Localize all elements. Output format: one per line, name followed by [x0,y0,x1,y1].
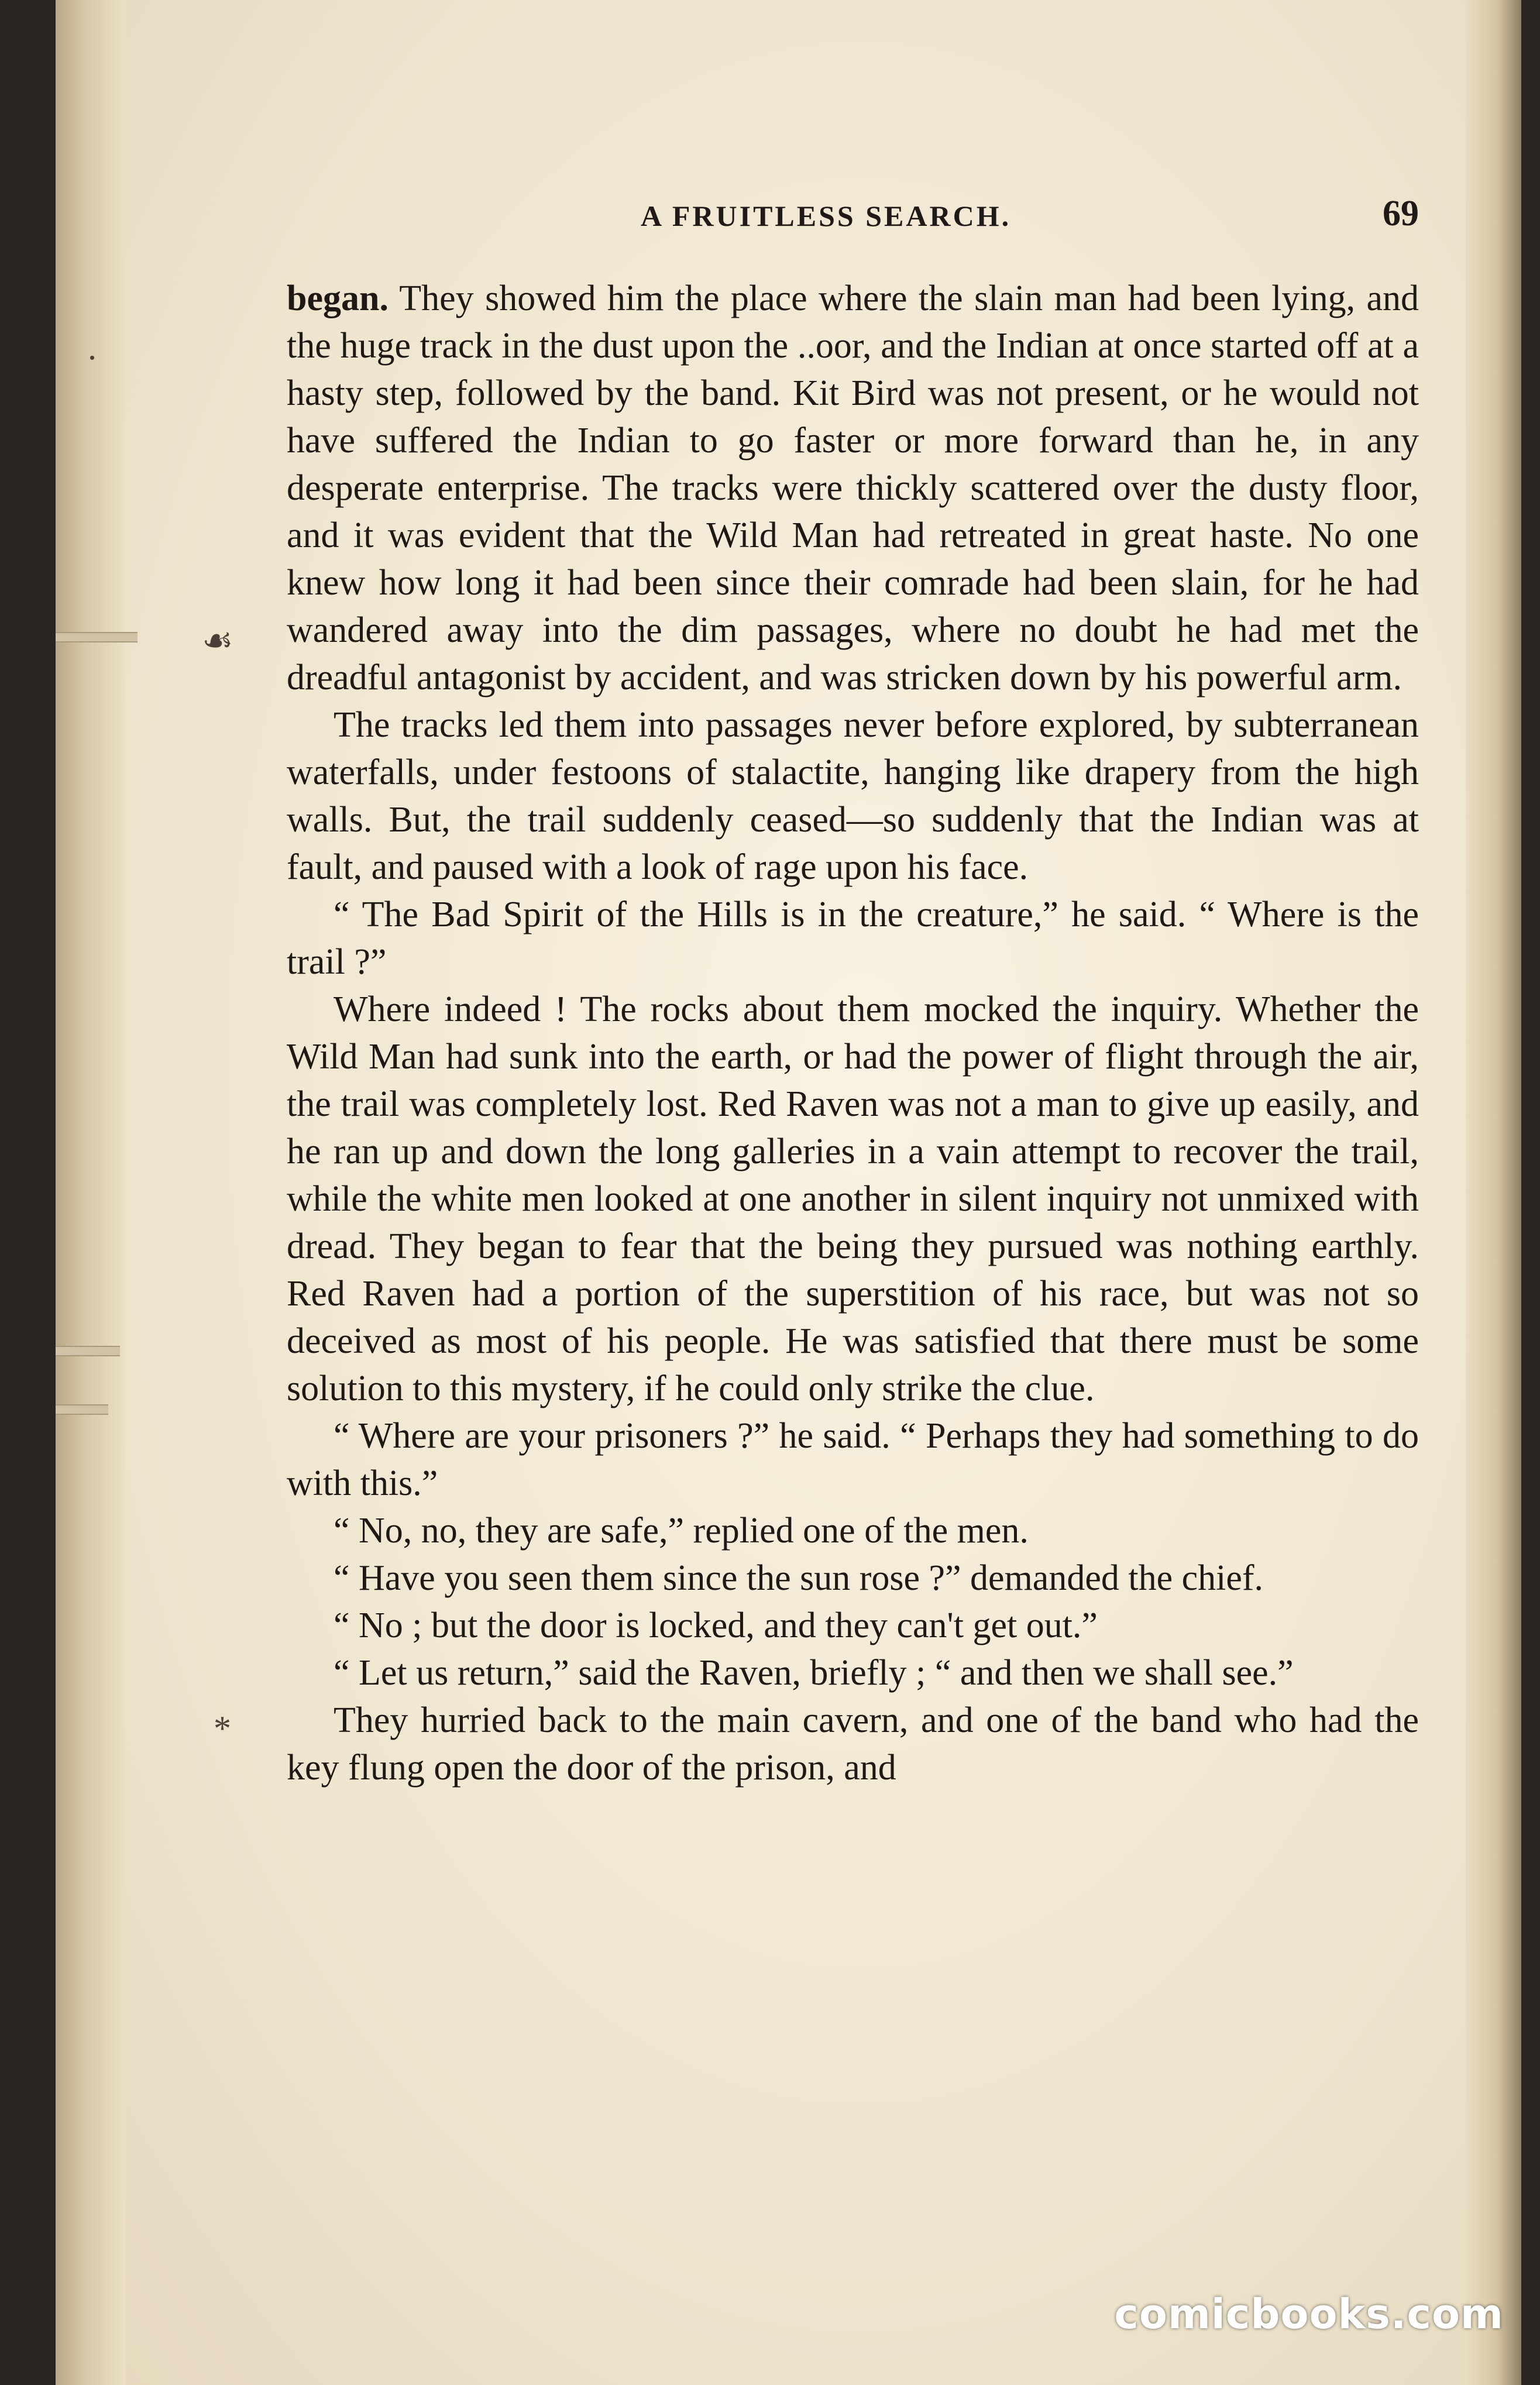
margin-mark: ☙ [202,621,233,660]
binding-thread [56,1404,108,1415]
paragraph-text: They showed him the place where the slain man had been lying, and the huge track in the dust upon the ..oor, and the Indian at once started off at a hasty step, followed by the band. Kit Bird was not present, or he would not have suffered the Indian to go faster or more forward than he, in any desperate enterprise. The tracks were thickly scattered over the dusty floor, and it was evident that the Wild Man had retreated in great haste. No one knew how long it had been since their comrade had been slain, for he had wandered away into the dim passages, where no doubt he had met the dreadful antagonist by accident, and was stricken down by his powerful arm. [287,279,1419,697]
book-page [56,0,1521,2385]
binding-thread [56,632,138,642]
paragraph: “ No, no, they are safe,” replied one of the men. [334,1511,1029,1551]
body-text [287,275,1419,1792]
watermark: comicbooks.com [1114,2290,1504,2338]
paragraph: “ No ; but the door is locked, and they can't get out.” [334,1606,1098,1645]
binding-thread [56,1346,120,1356]
paragraph: “ Have you seen them since the sun rose ?” demanded the chief. [334,1558,1263,1598]
paragraph: They hurried back to the main cavern, and one of the band who had the key flung open the door of the prison, and [287,1700,1419,1788]
paragraph [287,275,1419,702]
page-header [231,193,1419,246]
paragraph: “ The Bad Spirit of the Hills is in the creature,” he said. “ Where is the trail ?” [287,895,1419,982]
margin-mark: * [214,1709,231,1748]
paragraph: The tracks led them into passages never before explored, by subterranean waterfalls, under festoons of stalactite, hanging like drapery from the high walls. But, the trail suddenly ceased—so suddenly that the Indian was at fault, and paused with a look of rage upon his face. [287,705,1419,887]
page-edge [1466,0,1521,2385]
paragraph: “ Let us return,” said the Raven, briefly ; “ and then we shall see.” [334,1653,1294,1693]
paragraph: “ Where are your prisoners ?” he said. “ Perhaps they had something to do with this.” [287,1416,1419,1503]
page-number: 69 [1383,194,1419,233]
running-title: A FRUITLESS SEARCH. [641,200,1012,232]
paragraph: Where indeed ! The rocks about them mocked the inquiry. Whether the Wild Man had sunk into the earth, or had the power of flight through the air, the trail was completely lost. Red Raven was not a man to give up easily, and he ran up and down the long galleries in a vain attempt to recover the trail, while the white men looked at one another in silent inquiry not unmixed with dread. They began to fear that the being they pursued was nothing earthly. Red Raven had a portion of the superstition of his race, but was not so deceived as most of his people. He was satisfied that there must be some solution to this mystery, if he could only strike the clue. [287,989,1419,1408]
margin-mark: . [88,328,97,367]
paragraph-lead: began. [287,279,389,318]
